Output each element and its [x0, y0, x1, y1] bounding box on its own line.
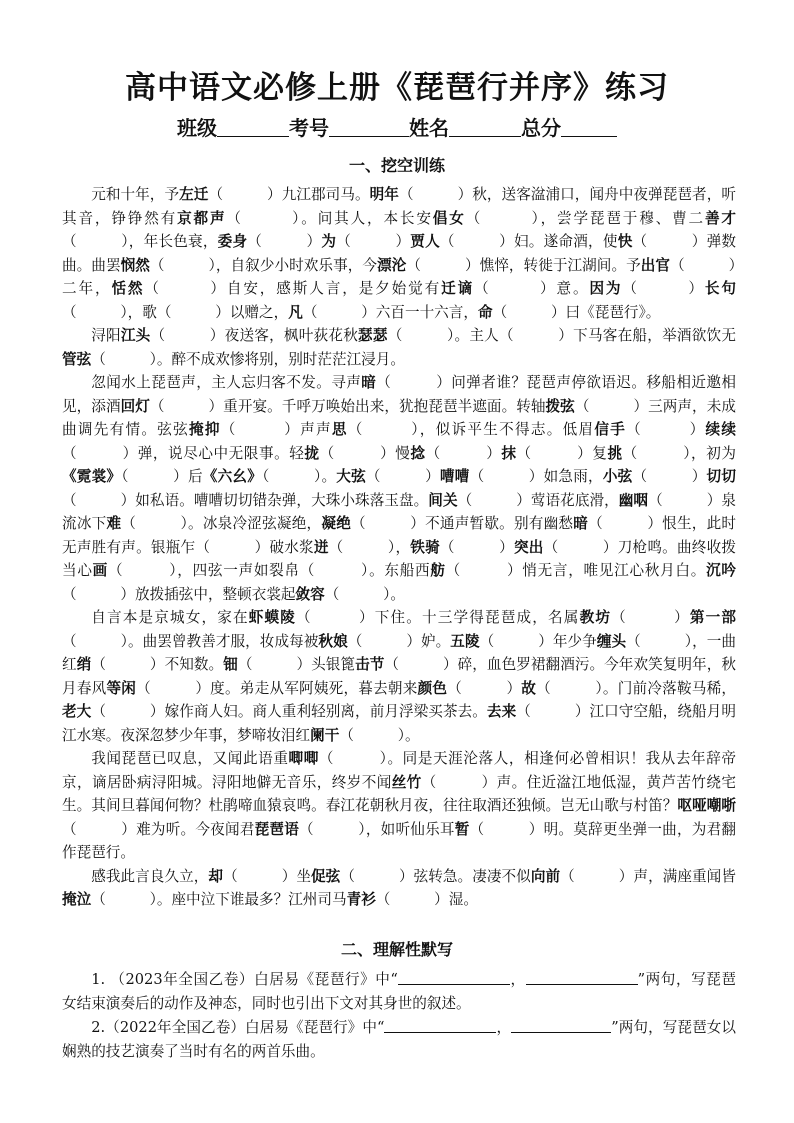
key-term: 琵琶语 — [254, 820, 300, 838]
key-term: 击节 — [355, 656, 385, 673]
key-term: 切切 — [706, 468, 736, 485]
passage-text: （ ）。同是天涯沦落人，相逢何必曾相识！我从去年辞帝京，谪居卧病浔阳城。浔阳地僻无音乐，终岁不闻 — [62, 750, 736, 791]
passage-text: （ ），一曲红 — [62, 632, 736, 673]
passage-text: （ ）不通声暂歇。别有幽愁 — [351, 515, 574, 532]
question-prefix: 1. （2023年全国乙卷）白居易《琵琶行》中“ — [91, 971, 398, 988]
question-suffix: ”两句，写琵琶女以娴熟的技艺演奏了当时有名的两首乐曲。 — [62, 1019, 736, 1060]
passage-text: （ ）声，满座重闻皆 — [560, 867, 736, 885]
class-label: 班级 — [177, 116, 217, 140]
key-term: 等闲 — [106, 679, 137, 697]
key-term: 贾人 — [410, 233, 440, 250]
key-term: 大弦 — [336, 468, 366, 485]
exam-no-blank[interactable] — [329, 118, 409, 137]
passage-text: （ ）二年， — [62, 256, 736, 297]
passage-text: （ ）。曲罢曾教善才服，妆成每被 — [62, 632, 319, 650]
passage-paragraph — [62, 324, 736, 371]
passage-text: （ ），如听仙乐耳 — [299, 820, 455, 838]
passage-text: （ ）。门前冷落鞍马稀， — [536, 679, 736, 697]
passage-text: （ ）六百一十六言， — [302, 303, 478, 321]
passage-text: （ ）明。莫辞更坐弹一曲，为君翻作琵琶行。 — [62, 820, 736, 861]
key-term: 抹 — [501, 444, 517, 462]
passage-text: （ ）三两声，未成曲调先有情。弦弦 — [62, 397, 736, 438]
passage-text: （ ）头银篦 — [237, 656, 356, 673]
key-term: 为 — [321, 233, 337, 250]
key-term: 丝竹 — [391, 773, 422, 791]
key-term: 迸 — [313, 538, 329, 556]
key-term: 京都声 — [177, 209, 227, 227]
passage-text: （ ）秋，送客湓浦口，闻舟中夜弹琵琶者，听其音，铮铮然有 — [62, 186, 736, 227]
page-title: 高中语文必修上册《琵琶行并序》练习 — [125, 70, 669, 106]
name-label: 姓名 — [409, 116, 449, 140]
passage-text: （ ） — [626, 421, 706, 438]
passage-text: （ ）慢 — [319, 444, 411, 462]
passage-text: （ ）曰《琵琶行》。 — [492, 303, 661, 321]
passage-text: （ ），似诉平生不得志。低眉 — [347, 421, 595, 438]
key-term: 向前 — [530, 867, 561, 885]
passage-text: 感我此言良久立， — [91, 867, 209, 885]
key-term: 命 — [477, 303, 493, 321]
passage-text: （ ）难为听。今夜闻君 — [62, 820, 255, 838]
passage-text: 忽闻水上琵琶声，主人忘归客不发。寻声 — [91, 374, 362, 391]
key-term: 画 — [92, 562, 108, 579]
key-term: 瑟瑟 — [358, 327, 388, 344]
key-term: 青衫 — [346, 891, 376, 908]
key-term: 掩泣 — [62, 891, 92, 908]
passage-text: （ ）坐 — [223, 867, 312, 885]
passage-text: （ ）年少争 — [479, 632, 597, 650]
key-term: 江头 — [120, 327, 151, 344]
key-term: 悯然 — [120, 256, 150, 274]
key-term: 长句 — [704, 280, 736, 297]
key-term: 暂 — [454, 820, 470, 838]
key-term: 回灯 — [120, 397, 150, 415]
passage-text: （ ）复 — [516, 444, 608, 462]
passage-text: 我闻琵琶已叹息，又闻此语重 — [91, 750, 289, 767]
passage-text: （ ），初为 — [622, 444, 736, 462]
passage-paragraph — [62, 183, 736, 324]
key-term: 凝绝 — [321, 515, 352, 532]
key-term: 因为 — [589, 280, 623, 297]
passage-text: （ ） — [365, 468, 440, 485]
key-term: 缠头 — [596, 632, 627, 650]
key-term: 铁骑 — [410, 538, 440, 556]
passage-text: （ ）碎，血色罗裙翻酒污。今年欢笑复明年，秋月春风 — [62, 656, 736, 697]
passage-paragraph — [62, 606, 736, 747]
passage-text: （ ），四弦一声如裂帛（ ）。东船西 — [107, 562, 431, 579]
passage-text: （ ）自安，感斯人言，是夕始觉有 — [144, 280, 442, 297]
passage-text: （ ）下住。十三学得琵琶成，名属 — [296, 609, 580, 626]
key-term: 捻 — [410, 444, 426, 462]
passage-text: （ ）。主人（ ）下马客在船，举酒欲饮无 — [387, 327, 736, 344]
question-mid: ， — [509, 971, 526, 988]
key-term: 秋娘 — [318, 632, 348, 650]
passage-text: （ ）重开宴。千呼万唤始出来，犹抱琵琶半遮面。转轴 — [149, 397, 546, 415]
key-term: 舫 — [430, 562, 446, 579]
key-term: 敛容 — [295, 585, 325, 603]
passage-text: （ ）弦转急。凄凄不似 — [340, 867, 531, 885]
passage-text: （ ）莺语花底滑， — [457, 491, 619, 509]
key-term: 倡女 — [432, 209, 466, 227]
key-term: 信手 — [594, 421, 627, 438]
passage-text: （ ）声。住近湓江地低湿，黄芦苦竹绕宅生。其间旦暮闻何物？杜鹃啼血猿哀鸣。春江花朝秋月夜，往往取酒还独倾。岂无山歌与村笛？ — [62, 773, 736, 814]
key-term: 快 — [617, 233, 633, 250]
passage-text: （ ） — [447, 679, 522, 697]
key-term: 恬然 — [111, 280, 145, 297]
name-blank[interactable] — [449, 118, 521, 137]
key-term: 故 — [521, 679, 537, 697]
question-mid: ， — [496, 1019, 512, 1036]
question-suffix: ”两句，写琵琶女结束演奏后的动作及神态，同时也引出下文对其身世的叙述。 — [62, 971, 736, 1012]
key-term: 暗 — [573, 515, 589, 532]
passage-text: （ ）。 — [262, 468, 337, 485]
passage-text: （ ），自叙少小时欢乐事，今 — [149, 256, 378, 274]
passage-text: （ ）。醉不成欢惨将别，别时茫茫江浸月。 — [91, 350, 405, 368]
passage-text: （ ）妒。 — [347, 632, 451, 650]
key-term: 思 — [331, 421, 348, 438]
class-blank[interactable] — [217, 118, 289, 137]
passage-text: 自言本是京城女，家在 — [91, 609, 249, 626]
passage-text: （ ）泉流冰下 — [62, 491, 736, 532]
key-term: 难 — [106, 515, 122, 532]
key-term: 出官 — [640, 256, 671, 274]
passage-text: （ ）后 — [121, 468, 203, 485]
passage-text: （ ）湿。 — [375, 891, 478, 908]
passage-text: （ ） — [336, 233, 411, 250]
key-term: 钿 — [223, 656, 238, 673]
key-term: 挑 — [607, 444, 623, 462]
key-term: 唧唧 — [288, 750, 319, 767]
passage-text: （ ） — [622, 280, 705, 297]
passage-text: （ ）。问其人，本长安 — [226, 209, 433, 227]
key-term: 教坊 — [579, 609, 612, 626]
key-term: 小弦 — [602, 468, 633, 485]
key-term: 虾蟆陵 — [248, 609, 296, 626]
passage-text: （ ）， — [328, 538, 411, 556]
key-term: 委身 — [217, 233, 248, 250]
key-term: 凡 — [288, 303, 303, 321]
passage-text: （ ） — [611, 609, 690, 626]
dictation-question-1 — [62, 968, 736, 1015]
passage-text: （ ）意。 — [474, 280, 590, 297]
passage-text: （ ）刀枪鸣。曲终收拨当心 — [62, 538, 736, 579]
key-term: 沉吟 — [706, 562, 736, 579]
passage-text: （ ）九江郡司马。 — [208, 186, 370, 203]
key-term: 拨弦 — [545, 397, 575, 415]
section-heading-dictation: 二、理解性默写 — [340, 940, 453, 959]
passage-text: （ ）。座中泣下谁最多？江州司马 — [91, 891, 347, 908]
passage-text: （ ）。冰泉冷涩弦凝绝， — [121, 515, 322, 532]
passage-text: （ ）弹，说尽心中无限事。轻 — [62, 444, 305, 462]
passage-text: （ ） — [247, 233, 322, 250]
passage-text: （ ）悄无言，唯见江心秋月白。 — [445, 562, 707, 579]
key-term: 管弦 — [62, 350, 92, 368]
passage-text: 浔阳 — [91, 327, 121, 344]
cloze-passage — [62, 183, 736, 912]
key-term: 突出 — [513, 538, 544, 556]
answer-blank[interactable] — [526, 970, 638, 985]
key-term: 却 — [208, 867, 224, 885]
passage-paragraph — [62, 371, 736, 606]
exam-no-label: 考号 — [289, 116, 329, 140]
passage-text: （ ）不知数。 — [91, 656, 224, 673]
key-term: 续续 — [705, 421, 736, 438]
passage-text: （ ） — [425, 444, 502, 462]
passage-text: （ ） — [632, 468, 707, 485]
key-term: 绡 — [76, 656, 92, 673]
key-term: 善才 — [704, 209, 736, 227]
passage-text: （ ）弹数曲。曲罢 — [62, 233, 736, 274]
key-term: 《霓裳》 — [62, 468, 122, 485]
passage-paragraph — [62, 865, 736, 912]
passage-text: （ ） — [439, 538, 514, 556]
passage-text: （ ）夜送客，枫叶荻花秋 — [150, 327, 359, 344]
key-term: 五陵 — [450, 632, 480, 650]
key-term: 去来 — [486, 703, 517, 720]
passage-text: （ ）妇。遂命酒，使 — [439, 233, 618, 250]
passage-text: （ ）嫁作商人妇。商人重利轻别离，前月浮梁买茶去。 — [91, 703, 487, 720]
key-term: 第一部 — [689, 609, 736, 626]
passage-text: （ ）如私语。嘈嘈切切错杂弹，大珠小珠落玉盘。 — [62, 491, 429, 509]
question-prefix: 2.（2022年全国乙卷）白居易《琵琶行》中“ — [91, 1019, 385, 1036]
passage-text: 元和十年，予 — [91, 186, 180, 203]
passage-text: （ ）。 — [339, 726, 420, 744]
passage-text: （ ），尝学琵琶于穆、曹二 — [465, 209, 705, 227]
key-term: 拢 — [304, 444, 320, 462]
answer-blank[interactable] — [511, 1018, 611, 1033]
score-label: 总分 — [521, 116, 561, 140]
key-term: 迁谪 — [441, 280, 475, 297]
key-term: 嘈嘈 — [439, 468, 470, 485]
key-term: 阑干 — [310, 726, 340, 744]
score-blank[interactable] — [561, 118, 617, 137]
passage-text: （ ）。 — [324, 585, 405, 603]
passage-text: （ ）声声 — [220, 421, 332, 438]
key-term: 《六幺》 — [202, 468, 263, 485]
key-term: 呕哑嘲哳 — [677, 797, 736, 814]
passage-text: （ ），年长色衰， — [62, 233, 218, 250]
passage-text: （ ），歌（ ）以赠之， — [62, 303, 289, 321]
student-info-line — [0, 112, 794, 141]
key-term: 暗 — [361, 374, 377, 391]
key-term: 老大 — [62, 703, 92, 720]
answer-blank[interactable] — [384, 1018, 496, 1033]
passage-text: （ ）放拨插弦中，整顿衣裳起 — [62, 585, 296, 603]
passage-text: （ ）度。弟走从军阿姨死，暮去朝来 — [136, 679, 418, 697]
passage-text: （ ）恨生，此时无声胜有声。银瓶乍（ ）破水浆 — [62, 515, 736, 556]
passage-text: （ ）问弹者谁？琵琶声停欲语迟。移船相近邀相见，添酒 — [62, 374, 736, 415]
key-term: 颜色 — [417, 679, 448, 697]
key-term: 促弦 — [311, 867, 341, 885]
key-term: 间关 — [428, 491, 458, 509]
key-term: 掩抑 — [188, 421, 221, 438]
passage-paragraph — [62, 747, 736, 865]
dictation-question-2 — [62, 1016, 736, 1063]
passage-text: （ ）江口守空船，绕船月明江水寒。夜深忽梦少年事，梦啼妆泪红 — [62, 703, 736, 744]
answer-blank[interactable] — [398, 970, 510, 985]
key-term: 明年 — [369, 186, 399, 203]
passage-text: （ ）憔悴，转徙于江湖间。予 — [406, 256, 641, 274]
key-term: 幽咽 — [618, 491, 649, 509]
key-term: 左迁 — [179, 186, 209, 203]
passage-text: （ ）如急雨， — [469, 468, 603, 485]
key-term: 漂沦 — [377, 256, 407, 274]
section-heading-cloze: 一、挖空训练 — [348, 156, 445, 175]
